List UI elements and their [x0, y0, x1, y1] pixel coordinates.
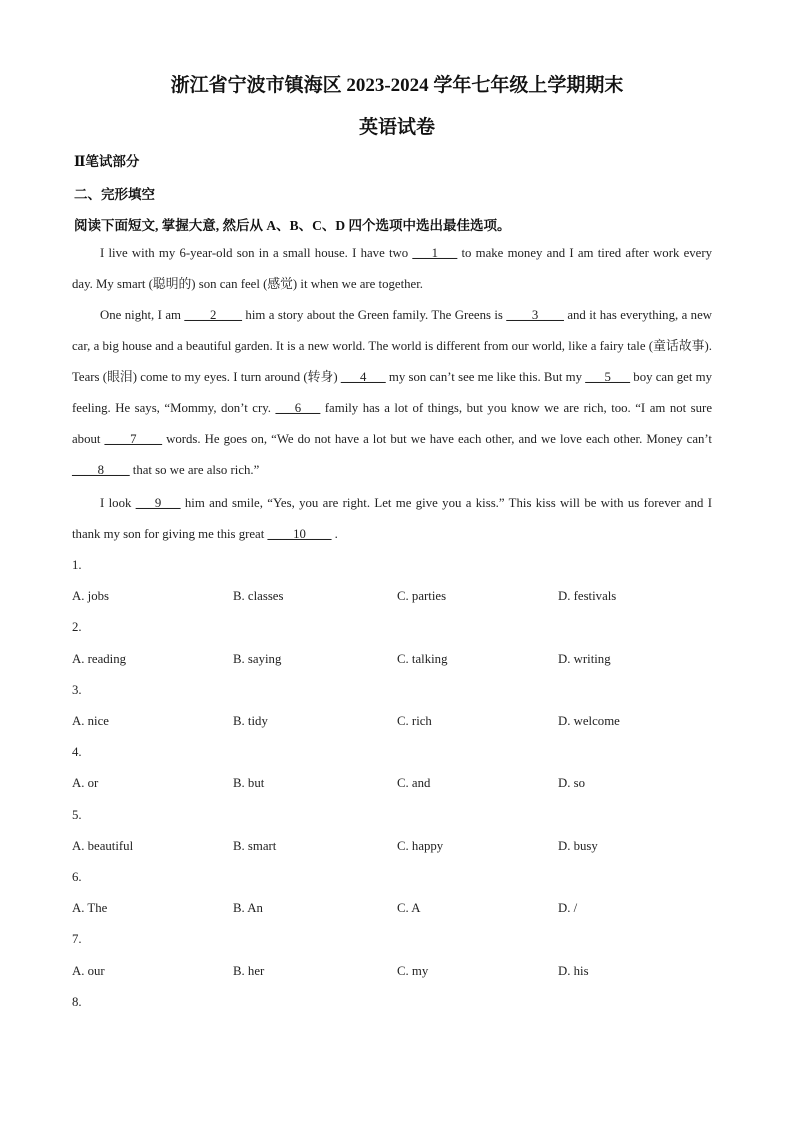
option-b: B. tidy [233, 714, 268, 728]
option-b: B. but [233, 776, 265, 790]
passage-paragraph-1 [72, 238, 712, 300]
question-number: 8. [72, 995, 82, 1009]
option-c: C. A [397, 901, 421, 915]
blank-2: ____2____ [184, 308, 242, 322]
option-c: C. rich [397, 714, 432, 728]
option-d: D. his [558, 964, 589, 978]
option-b: B. her [233, 964, 265, 978]
passage-text: him and smile, “Yes, you are right. Let me give you a kiss.” This kiss will be with us forever and I thank my son for giving me this great [72, 496, 712, 541]
blank-1: ___1___ [412, 246, 458, 260]
option-b: B. smart [233, 839, 277, 853]
option-d: D. / [558, 901, 578, 915]
passage-text: to make money and I am tired after work every day. My smart (聪明的) son can feel (感觉) it when we are together. [72, 246, 713, 291]
option-a: A. nice [72, 714, 109, 728]
option-c: C. my [397, 964, 429, 978]
option-a: A. or [72, 776, 99, 790]
option-c: C. and [397, 776, 431, 790]
passage-text: family has a lot of things, but you know we are rich, too. “I am not sure about [72, 401, 712, 446]
question-number: 4. [72, 745, 82, 759]
option-b: B. An [233, 901, 263, 915]
passage-text: I look [100, 496, 136, 510]
page-title: 浙江省宁波市镇海区 2023-2024 学年七年级上学期期末 [170, 75, 624, 96]
instruction-text: 阅读下面短文, 掌握大意, 然后从 A、B、C、D 四个选项中选出最佳选项。 [74, 218, 511, 233]
passage-text: and it has everything, a new car, a big house and a beautiful garden. It is a new world. The world is different from our world, like a fairy tale (童话故事). Tears (眼泪) come to my eyes. I turn around (转身) [72, 308, 712, 384]
passage-text: boy can get my feeling. He says, “Mommy, don’t cry. [72, 370, 712, 415]
option-c: C. parties [397, 589, 447, 603]
option-b: B. saying [233, 652, 282, 666]
page-subtitle: 英语试卷 [358, 117, 435, 138]
passage-text: . [331, 527, 338, 541]
section-part-label: Ⅱ笔试部分 [74, 154, 140, 169]
blank-6: ___6___ [275, 401, 321, 415]
blank-7: ____7____ [104, 432, 163, 446]
question-number: 3. [72, 683, 82, 697]
option-b: B. classes [233, 589, 284, 603]
passage-paragraph-2 [72, 300, 712, 486]
question-number: 1. [72, 558, 82, 572]
question-number: 2. [72, 620, 82, 634]
question-options [72, 589, 732, 609]
option-d: D. festivals [558, 589, 617, 603]
question-options [72, 776, 732, 796]
blank-3: ____3____ [506, 308, 564, 322]
passage-text: I live with my 6-year-old son in a small house. I have two [100, 246, 413, 260]
option-d: D. writing [558, 652, 611, 666]
passage-text: One night, I am [100, 308, 185, 322]
question-number: 7. [72, 932, 82, 946]
question-options [72, 652, 732, 672]
passage-text: words. He goes on, “We do not have a lot but we have each other, and we love each other. Money can’t [162, 432, 712, 446]
option-c: C. happy [397, 839, 444, 853]
question-number: 6. [72, 870, 82, 884]
passage-paragraph-3 [72, 488, 712, 550]
blank-10: ____10____ [267, 527, 332, 541]
passage-text: that so we are also rich.” [129, 463, 260, 477]
question-number: 5. [72, 808, 82, 822]
option-a: A. jobs [72, 589, 109, 603]
option-a: A. The [72, 901, 108, 915]
option-d: D. busy [558, 839, 598, 853]
question-options [72, 839, 732, 859]
option-a: A. reading [72, 652, 127, 666]
passage-text: my son can’t see me like this. But my [385, 370, 586, 384]
question-options [72, 964, 732, 984]
blank-4: ___4___ [340, 370, 386, 384]
blank-9: ___9___ [135, 496, 181, 510]
question-options [72, 714, 732, 734]
question-options [72, 901, 732, 921]
option-c: C. talking [397, 652, 448, 666]
blank-8: ____8____ [72, 463, 130, 477]
option-d: D. so [558, 776, 586, 790]
option-a: A. our [72, 964, 105, 978]
section-cloze-heading: 二、完形填空 [74, 187, 155, 202]
option-a: A. beautiful [72, 839, 134, 853]
option-d: D. welcome [558, 714, 620, 728]
blank-5: ___5___ [585, 370, 631, 384]
passage-text: him a story about the Green family. The Greens is [242, 308, 507, 322]
